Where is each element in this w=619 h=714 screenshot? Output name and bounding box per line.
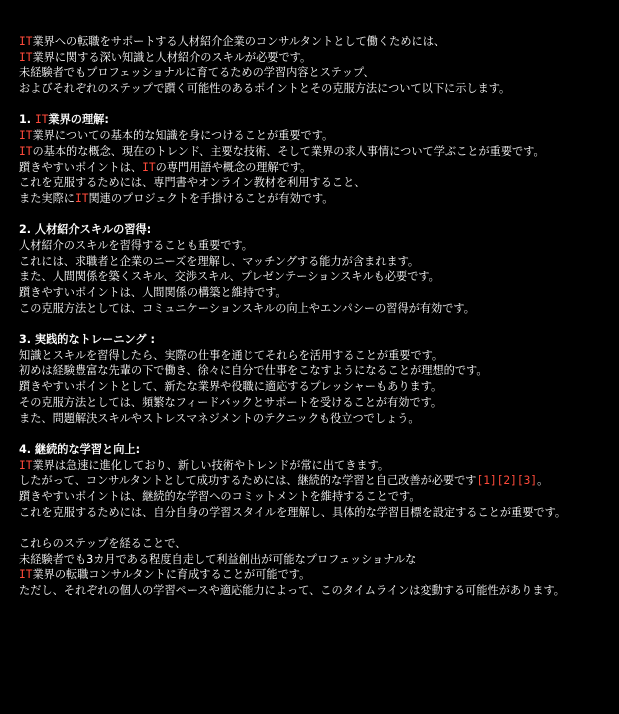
text-segment: 業界の転職コンサルタントに育成することが可能です。 (32, 568, 311, 582)
text-segment: したがって、コンサルタントとして成功するためには、継続的な学習と自己改善が必要です (19, 474, 477, 488)
section-line (19, 473, 619, 489)
text-segment: また、人間関係を築くスキル、交渉スキル、プレゼンテーションスキルも必要です。 (19, 270, 440, 284)
section-line (19, 363, 619, 379)
section-line (19, 505, 619, 521)
section-line (19, 348, 619, 364)
section-line (19, 191, 619, 207)
text-segment: また、問題解決スキルやストレスマネジメントのテクニックも役立つでしょう。 (19, 411, 420, 425)
text-segment: その克服方法としては、頻繁なフィードバックとサポートを受けることが有効です。 (19, 395, 443, 409)
section-line (19, 160, 619, 176)
section-line (19, 269, 619, 285)
text-segment: 躓きやすいポイントは、 (19, 160, 143, 174)
text-segment: 関連のプロジェクトを手掛けることが有効です。 (88, 191, 334, 205)
text-segment: の専門用語や概念の理解です。 (155, 160, 312, 174)
closing-line (19, 567, 619, 583)
highlight-term: IT (19, 50, 33, 64)
closing-line (19, 552, 619, 568)
text-segment: およびそれぞれのステップで躓く可能性のあるポイントとその克服方法について以下に示します。 (19, 82, 511, 96)
highlight-term: IT (34, 113, 49, 127)
section-line (19, 301, 619, 317)
section-line (19, 254, 619, 270)
section-line (19, 238, 619, 254)
intro-line (19, 34, 619, 50)
paragraph-gap (19, 207, 619, 223)
highlight-term: IT (19, 144, 33, 158)
paragraph-gap (19, 520, 619, 536)
highlight-term: IT (74, 191, 89, 205)
text-segment: 初めは経験豊富な先輩の下で働き、徐々に自分で仕事をこなすようになることが理想的です。 (19, 364, 488, 378)
closing-line (19, 536, 619, 552)
section-line (19, 442, 619, 458)
text-segment: 業界に関する深い知識と人材紹介のスキルが必要です。 (32, 50, 312, 64)
section-line (19, 411, 619, 427)
section-line (19, 144, 619, 160)
section-line (19, 489, 619, 505)
text-segment: これらのステップを経ることで、 (19, 537, 187, 550)
highlight-term: IT (19, 458, 33, 472)
section-heading-text: 3. 実践的なトレーニング : (19, 333, 155, 347)
paragraph-gap (19, 426, 619, 442)
text-segment: 人材紹介のスキルを習得することも重要です。 (19, 238, 253, 252)
intro-line (19, 81, 619, 97)
section-heading-text: 業界の理解: (48, 113, 109, 127)
section-heading-text: 2. 人材紹介スキルの習得: (19, 223, 152, 237)
text-segment: また実際に (19, 191, 75, 205)
highlight-term: IT (19, 35, 33, 48)
highlight-term: IT (142, 160, 156, 174)
text-segment: 躓きやすいポイントは、継続的な学習へのコミットメントを維持することです。 (19, 489, 421, 503)
section-heading-text: 1. (19, 113, 35, 127)
section-heading-text: 4. 継続的な学習と向上: (19, 442, 141, 456)
highlight-term: IT (19, 129, 33, 143)
text-segment: の基本的な概念、現在のトレンド、主要な技術、そして業界の求人事情について学ぶことが重要です。 (32, 144, 545, 158)
section-line (19, 332, 619, 348)
text-segment: 。 (537, 474, 549, 488)
text-segment: 業界についての基本的な知識を身につけることが重要です。 (32, 129, 334, 143)
text-segment: この克服方法としては、コミュニケーションスキルの向上やエンパシーの習得が有効です。 (19, 301, 475, 315)
closing-line (19, 583, 619, 599)
citation-link[interactable]: [1][2][3] (476, 474, 538, 488)
text-segment: 躓きやすいポイントとして、新たな業界や役職に適応するプレッシャーもあります。 (19, 380, 443, 394)
section-line (19, 112, 619, 128)
paragraph-gap (19, 97, 619, 113)
section-line (19, 458, 619, 474)
text-segment: これを克服するためには、専門書やオンライン教材を利用すること、 (19, 176, 366, 190)
text-segment: 未経験者でもプロフェッショナルに育てるための学習内容とステップ、 (19, 66, 375, 80)
text-segment: これには、求職者と企業のニーズを理解し、マッチングする能力が含まれます。 (19, 254, 420, 268)
section-line (19, 395, 619, 411)
text-segment: 業界は急速に進化しており、新しい技術やトレンドが常に出てきます。 (32, 458, 390, 472)
section-line (19, 222, 619, 238)
intro-line (19, 65, 619, 81)
section-line (19, 175, 619, 191)
text-segment: ただし、それぞれの個人の学習ペースや適応能力によって、このタイムラインは変動する可能性があります。 (19, 584, 565, 598)
highlight-term: IT (19, 568, 33, 582)
text-segment: これを克服するためには、自分自身の学習スタイルを理解し、具体的な学習目標を設定することが重要です。 (19, 505, 567, 519)
section-line (19, 379, 619, 395)
text-segment: 躓きやすいポイントは、人間関係の構築と維持です。 (19, 286, 287, 299)
text-segment: 業界への転職をサポートする人材紹介企業のコンサルタントとして働くためには、 (32, 35, 446, 48)
text-segment: 知識とスキルを習得したら、実際の仕事を通じてそれらを活用することが重要です。 (19, 348, 444, 362)
paragraph-gap (19, 316, 619, 332)
section-line (19, 128, 619, 144)
intro-line (19, 50, 619, 66)
section-line (19, 285, 619, 301)
text-segment: 未経験者でも3カ月である程度自走して利益創出が可能なプロフェッショナルな (19, 552, 417, 566)
